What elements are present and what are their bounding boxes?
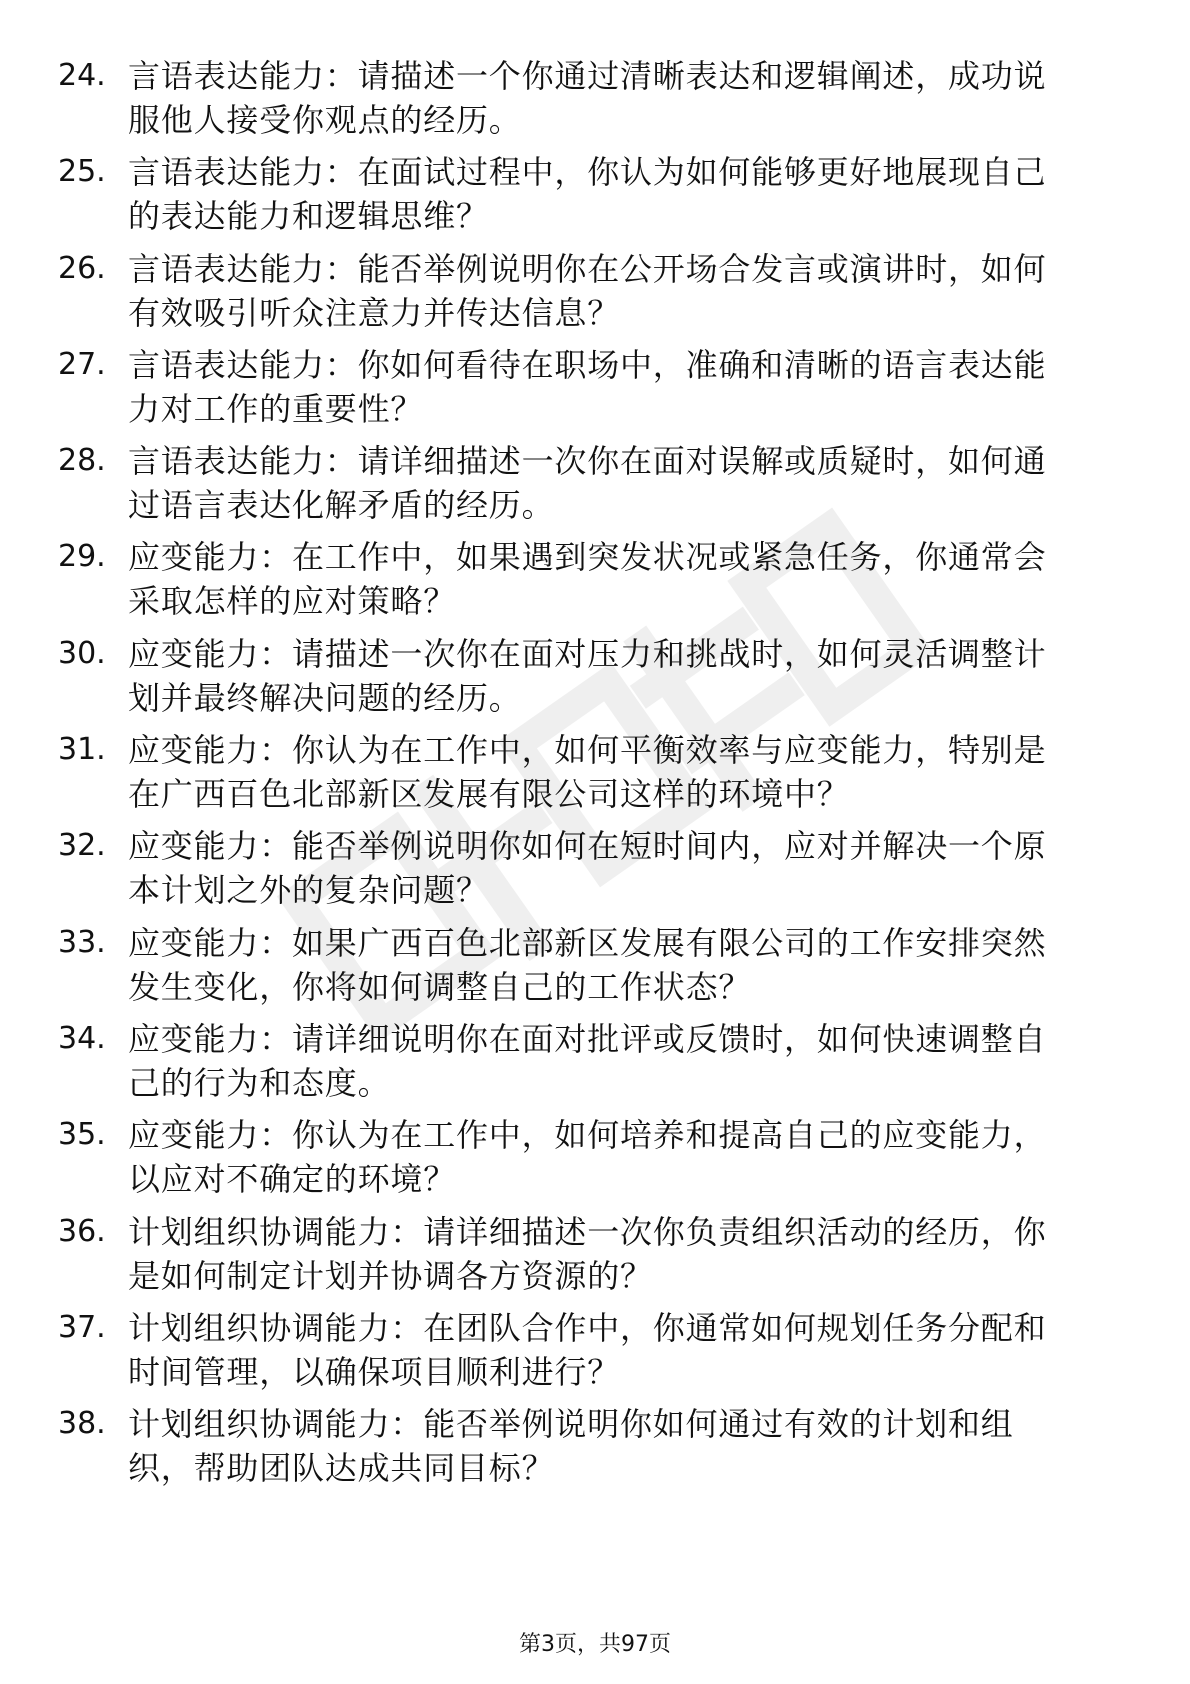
question-line: 应变能力：你认为在工作中，如何培养和提高自己的应变能力， <box>128 1116 1047 1155</box>
question-line: 划并最终解决问题的经历。 <box>128 678 522 717</box>
question-number: 37. <box>58 1309 106 1345</box>
question-line: 过语言表达化解矛盾的经历。 <box>128 486 555 525</box>
question-line: 应变能力：你认为在工作中，如何平衡效率与应变能力，特别是 <box>128 731 1047 770</box>
question-text <box>128 247 1128 335</box>
question-item <box>0 142 1190 238</box>
question-item <box>0 1202 1190 1298</box>
question-line: 言语表达能力：你如何看待在职场中，准确和清晰的语言表达能 <box>128 345 1047 384</box>
question-line: 言语表达能力：能否举例说明你在公开场合发言或演讲时，如何 <box>128 249 1047 288</box>
question-item <box>0 1298 1190 1394</box>
page-number-label: 第3页，共97页 <box>519 1632 671 1657</box>
question-line: 计划组织协调能力：请详细描述一次你负责组织活动的经历，你 <box>128 1212 1047 1251</box>
question-line: 力对工作的重要性？ <box>128 389 424 428</box>
question-text <box>128 150 1128 238</box>
question-text <box>128 439 1128 527</box>
question-line: 应变能力：在工作中，如果遇到突发状况或紧急任务，你通常会 <box>128 538 1047 577</box>
question-line: 应变能力：请详细说明你在面对批评或反馈时，如何快速调整自 <box>128 1019 1047 1058</box>
question-number: 28. <box>58 443 106 479</box>
question-list <box>0 46 1190 1490</box>
question-item <box>0 527 1190 623</box>
question-item <box>0 239 1190 335</box>
question-line: 在广西百色北部新区发展有限公司这样的环境中？ <box>128 775 850 814</box>
question-item <box>0 816 1190 912</box>
question-item <box>0 624 1190 720</box>
question-line: 计划组织协调能力：在团队合作中，你通常如何规划任务分配和 <box>128 1308 1047 1347</box>
question-text <box>128 1306 1128 1394</box>
question-number: 33. <box>58 924 106 960</box>
question-item <box>0 46 1190 142</box>
question-item <box>0 1009 1190 1105</box>
question-item <box>0 431 1190 527</box>
question-line: 发生变化，你将如何调整自己的工作状态？ <box>128 967 752 1006</box>
question-item <box>0 720 1190 816</box>
question-text <box>128 632 1128 720</box>
question-line: 言语表达能力：请描述一个你通过清晰表达和逻辑阐述，成功说 <box>128 57 1047 95</box>
question-number: 26. <box>58 250 106 286</box>
question-line: 织，帮助团队达成共同目标？ <box>128 1449 555 1488</box>
question-number: 27. <box>58 346 106 382</box>
question-item <box>0 1105 1190 1201</box>
question-number: 32. <box>58 828 106 864</box>
question-line: 应变能力：请描述一次你在面对压力和挑战时，如何灵活调整计 <box>128 634 1047 673</box>
question-line: 的表达能力和逻辑思维？ <box>128 197 489 236</box>
question-line: 应变能力：能否举例说明你如何在短时间内，应对并解决一个原 <box>128 827 1047 866</box>
question-text <box>128 535 1128 623</box>
question-number: 36. <box>58 1213 106 1249</box>
question-line: 己的行为和态度。 <box>128 1063 391 1102</box>
question-text <box>128 1210 1128 1298</box>
question-line: 本计划之外的复杂问题？ <box>128 871 489 910</box>
question-line: 以应对不确定的环境？ <box>128 1160 457 1199</box>
question-number: 35. <box>58 1117 106 1153</box>
question-line: 时间管理，以确保项目顺利进行？ <box>128 1352 621 1391</box>
question-item <box>0 1394 1190 1490</box>
question-number: 25. <box>58 154 106 190</box>
question-number: 29. <box>58 539 106 575</box>
question-text <box>128 343 1128 431</box>
question-line: 应变能力：如果广西百色北部新区发展有限公司的工作安排突然 <box>128 923 1047 962</box>
question-line: 言语表达能力：请详细描述一次你在面对误解或质疑时，如何通 <box>128 442 1047 481</box>
question-line: 服他人接受你观点的经历。 <box>128 101 522 139</box>
question-number: 30. <box>58 635 106 671</box>
question-text <box>128 1017 1128 1105</box>
question-line: 言语表达能力：在面试过程中，你认为如何能够更好地展现自己 <box>128 153 1047 192</box>
question-line: 计划组织协调能力：能否举例说明你如何通过有效的计划和组 <box>128 1405 1014 1444</box>
question-text <box>128 1113 1128 1201</box>
question-line: 有效吸引听众注意力并传达信息？ <box>128 293 621 332</box>
question-line: 采取怎样的应对策略？ <box>128 582 457 621</box>
question-number: 24. <box>58 58 106 93</box>
question-number: 38. <box>58 1406 106 1442</box>
question-number: 31. <box>58 732 106 768</box>
question-text <box>128 824 1128 912</box>
question-text <box>128 54 1128 142</box>
question-text <box>128 921 1128 1009</box>
question-item <box>0 335 1190 431</box>
page-footer <box>0 1630 1190 1660</box>
question-text <box>128 1402 1128 1490</box>
question-text <box>128 728 1128 816</box>
question-number: 34. <box>58 1020 106 1056</box>
question-line: 是如何制定计划并协调各方资源的？ <box>128 1256 653 1295</box>
question-item <box>0 913 1190 1009</box>
